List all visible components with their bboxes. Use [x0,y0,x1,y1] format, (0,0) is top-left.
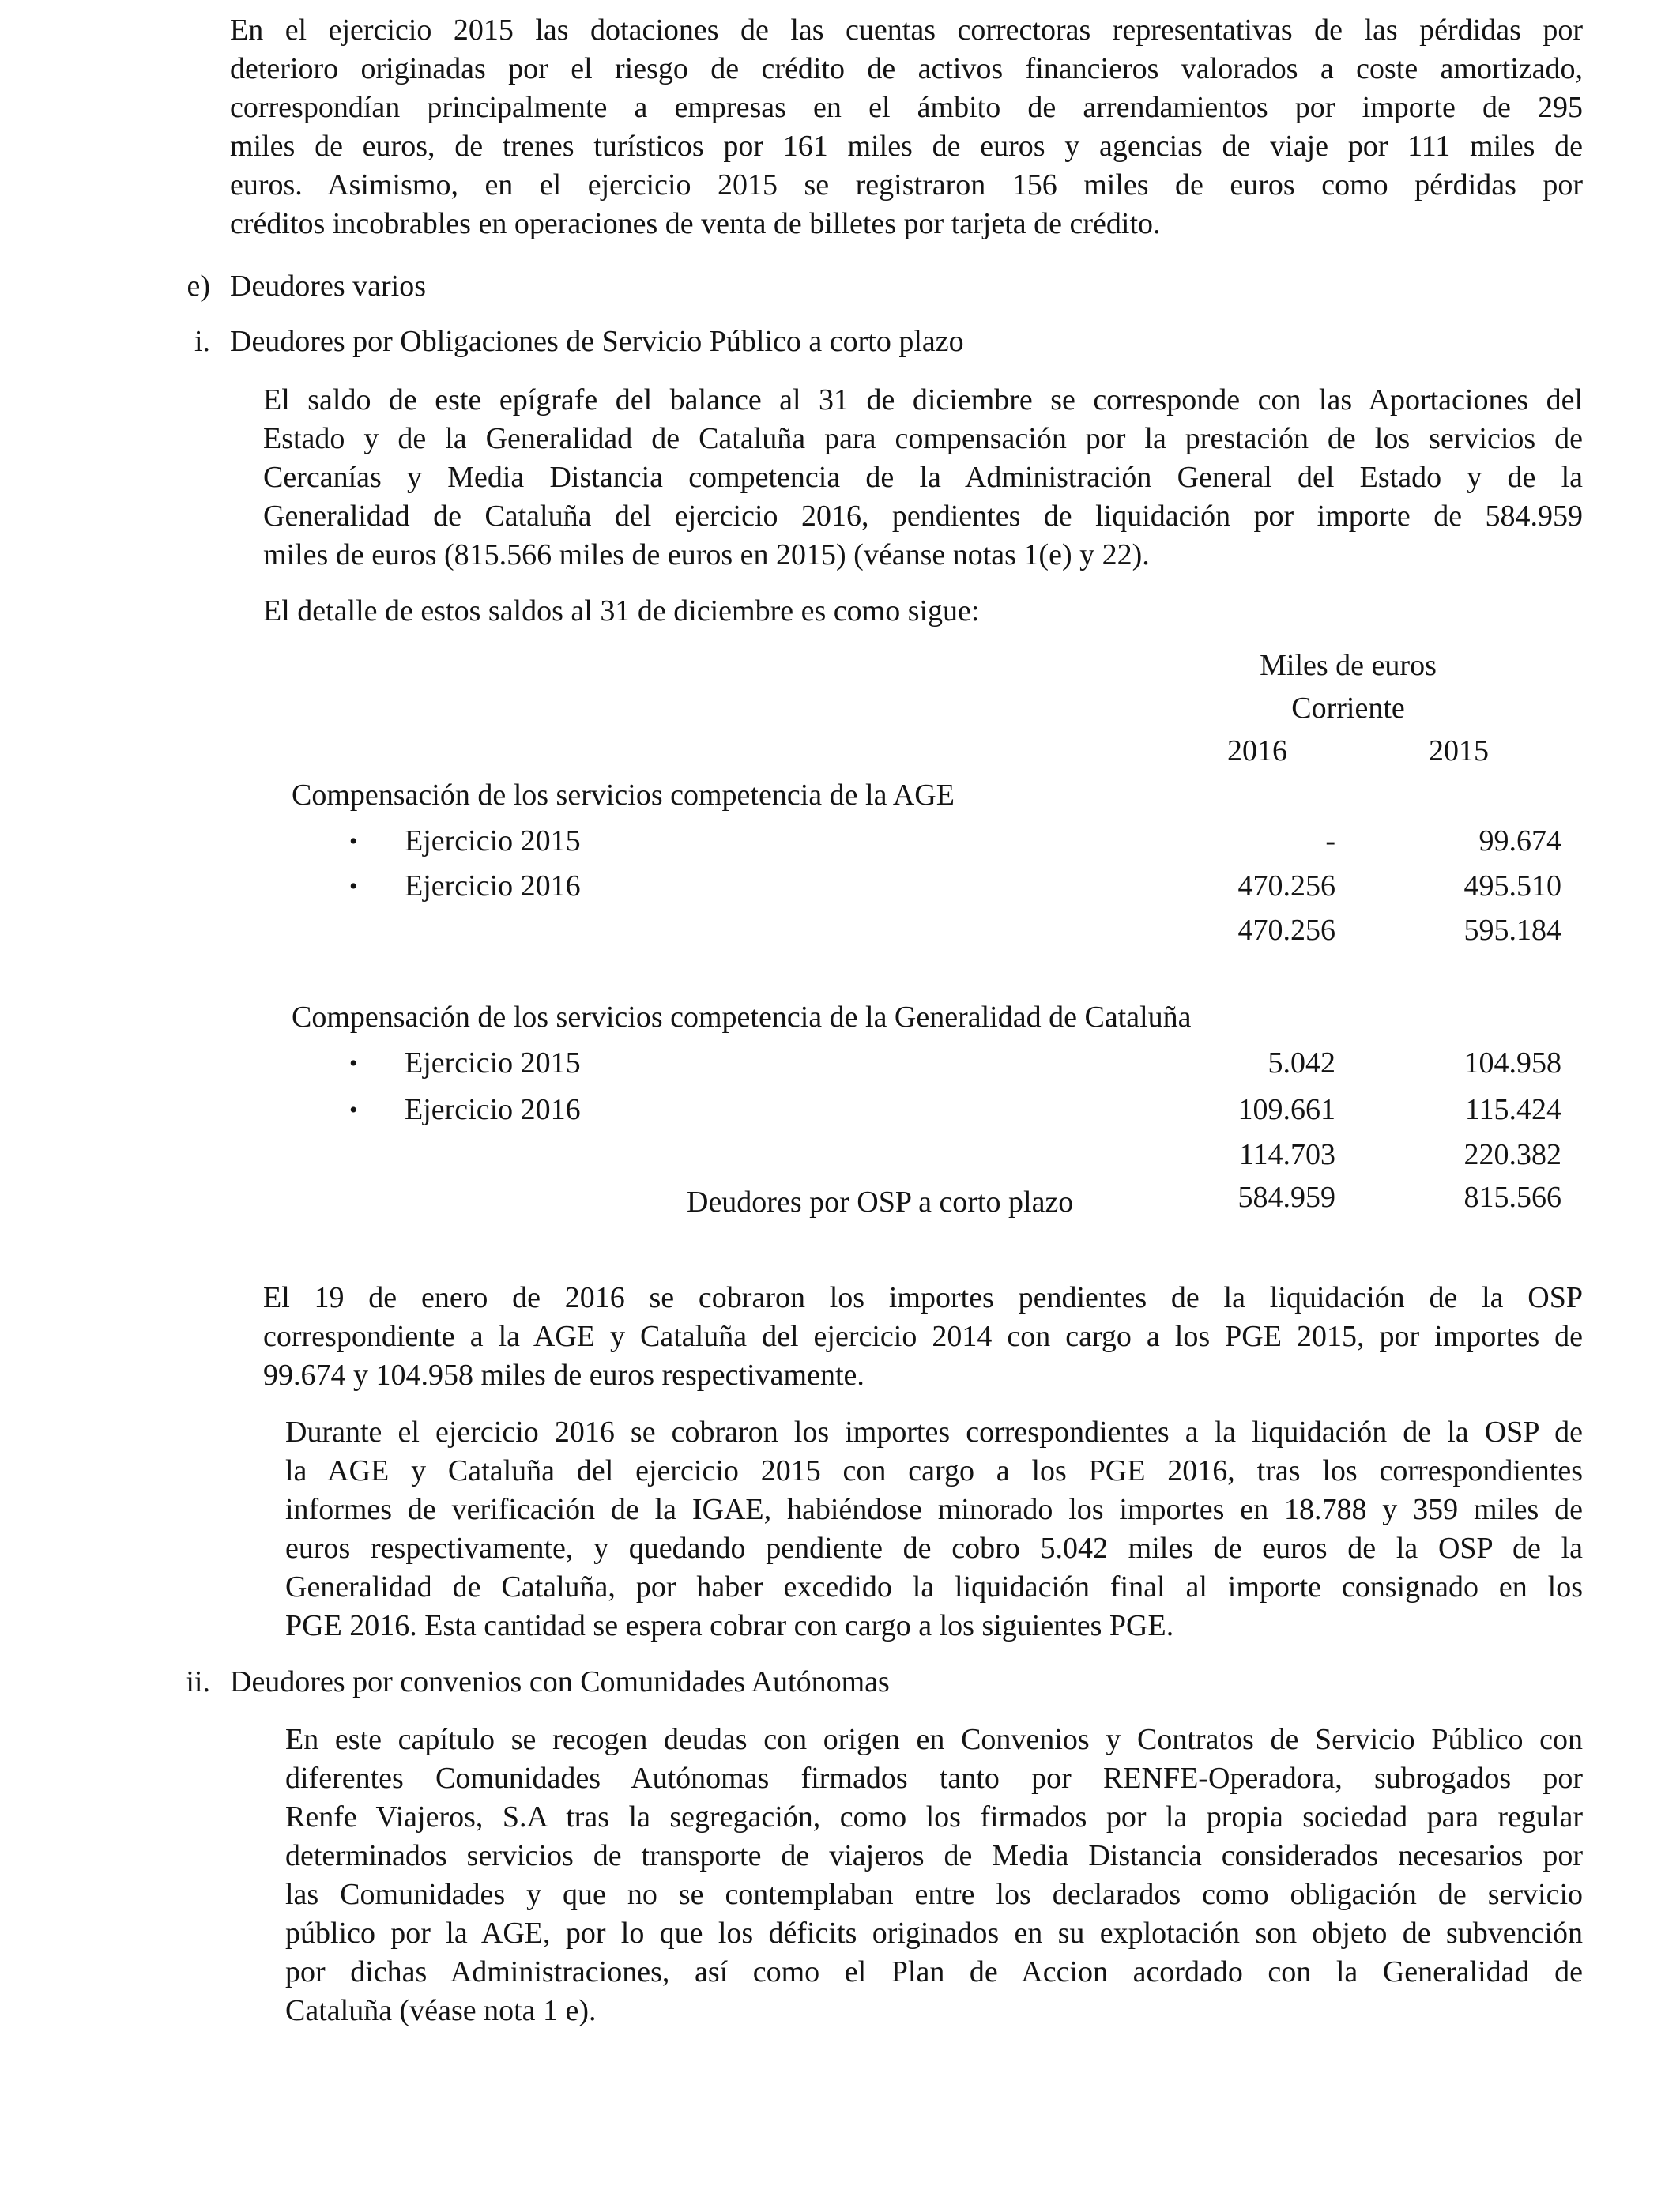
subtotal-2016: 114.703 [1238,1138,1335,1171]
text-line: miles de euros, de trenes turísticos por 161 miles de euros y agencias de viaje por 111 miles de [230,130,1583,163]
bullet: • [349,1097,358,1123]
text-line: Cataluña (véase nota 1 e). [285,1994,597,2027]
subtotal-2015: 595.184 [1463,914,1561,947]
section-title: Deudores por convenios con Comunidades Autónomas [230,1665,890,1698]
subtotal-2016: 470.256 [1237,914,1335,947]
bullet: • [349,873,358,899]
section-marker: ii. [186,1665,210,1698]
text-line: por dichas Administraciones, así como el Plan de Accion acordado con la Generalidad de [285,1955,1583,1989]
text-line: diferentes Comunidades Autónomas firmados tanto por RENFE-Operadora, subrogados por [285,1762,1583,1795]
text-line: público por la AGE, por lo que los déficits originados en su explotación son objeto de subvención [285,1917,1583,1950]
row-value-2015: 99.674 [1478,824,1561,858]
row-label: Ejercicio 2016 [405,1093,581,1126]
text-line: En este capítulo se recogen deudas con origen en Convenios y Contratos de Servicio Público con [285,1723,1583,1756]
subtotal-2015: 220.382 [1463,1138,1561,1171]
group-title-age: Compensación de los servicios competencia de la AGE [292,778,955,812]
text-line: correspondiente a la AGE y Cataluña del ejercicio 2014 con cargo a los PGE 2015, por importes de [263,1320,1583,1353]
text-line: En el ejercicio 2015 las dotaciones de las cuentas correctoras representativas de las pérdidas por [230,13,1583,47]
text-line: Generalidad de Cataluña, por haber excedido la liquidación final al importe consignado en los [285,1570,1583,1604]
row-value-2015: 115.424 [1464,1093,1561,1126]
section-marker: e) [186,270,210,303]
text-line: El 19 de enero de 2016 se cobraron los importes pendientes de la liquidación de la OSP [263,1281,1583,1314]
total-2016: 584.959 [1237,1181,1335,1214]
text-line: correspondían principalmente a empresas en el ámbito de arrendamientos por importe de 295 [230,91,1583,124]
detalle-paragraph: El detalle de estos saldos al 31 de diciembre es como sigue: [263,594,980,628]
text-line: Cercanías y Media Distancia competencia de la Administración General del Estado y de la [263,461,1583,494]
table-header-2015: 2015 [1429,734,1489,767]
section-title: Deudores por Obligaciones de Servicio Público a corto plazo [230,325,964,358]
group-title-cataluna: Compensación de los servicios competencia de la Generalidad de Cataluña [292,1001,1192,1034]
row-value-2015: 104.958 [1463,1046,1561,1080]
text-line: miles de euros (815.566 miles de euros en 2015) (véanse notas 1(e) y 22). [263,538,1150,571]
text-line: El saldo de este epígrafe del balance al 31 de diciembre se corresponde con las Aportaciones del [263,383,1583,417]
text-line: informes de verificación de la IGAE, habiéndose minorado los importes en 18.788 y 359 miles de [285,1493,1583,1526]
row-label: Ejercicio 2015 [405,1046,581,1080]
text-line: Estado y de la Generalidad de Cataluña para compensación por la prestación de los servicios de [263,422,1583,455]
text-line: créditos incobrables en operaciones de venta de billetes por tarjeta de crédito. [230,207,1161,240]
text-line: Durante el ejercicio 2016 se cobraron los importes correspondientes a la liquidación de la OSP de [285,1416,1583,1449]
row-value-2016: 109.661 [1237,1093,1335,1126]
bullet: • [349,828,358,854]
text-line: PGE 2016. Esta cantidad se espera cobrar con cargo a los siguientes PGE. [285,1609,1174,1642]
row-label: Ejercicio 2016 [405,869,581,903]
total-2015: 815.566 [1463,1181,1561,1214]
table-header-sub: Corriente [1291,692,1405,725]
row-label: Ejercicio 2015 [405,824,581,858]
text-line: deterioro originadas por el riesgo de crédito de activos financieros valorados a coste amortizado, [230,52,1583,85]
row-value-2016: 470.256 [1237,869,1335,903]
total-label: Deudores por OSP a corto plazo [687,1186,1074,1219]
row-value-2015: 495.510 [1463,869,1561,903]
bullet: • [349,1050,358,1076]
table-header-2016: 2016 [1227,734,1287,767]
text-line: 99.674 y 104.958 miles de euros respectivamente. [263,1359,864,1392]
text-line: determinados servicios de transporte de viajeros de Media Distancia considerados necesarios por [285,1839,1583,1872]
text-line: Renfe Viajeros, S.A tras la segregación, como los firmados por la propia sociedad para regular [285,1800,1583,1834]
text-line: las Comunidades y que no se contemplaban entre los declarados como obligación de servicio [285,1878,1583,1911]
row-value-2016: 5.042 [1268,1046,1335,1080]
text-line: euros respectivamente, y quedando pendiente de cobro 5.042 miles de euros de la OSP de la [285,1532,1583,1565]
text-line: euros. Asimismo, en el ejercicio 2015 se registraron 156 miles de euros como pérdidas por [230,168,1583,202]
row-value-2016: - [1325,824,1335,858]
text-line: la AGE y Cataluña del ejercicio 2015 con cargo a los PGE 2016, tras los correspondientes [285,1454,1583,1487]
section-title: Deudores varios [230,270,426,303]
table-header-units: Miles de euros [1260,649,1437,682]
text-line: Generalidad de Cataluña del ejercicio 2016, pendientes de liquidación por importe de 584.959 [263,499,1583,533]
section-marker: i. [194,325,210,358]
